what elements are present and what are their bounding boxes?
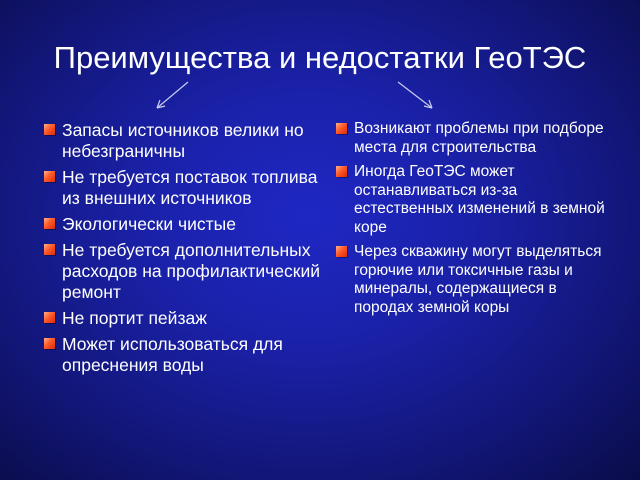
advantage-text: Запасы источников велики но небезграничны [62,120,304,161]
list-item [44,167,324,209]
disadvantages-list [336,120,616,323]
disadvantage-text: Возникают проблемы при подборе места для строительства [354,120,604,156]
list-item [44,308,324,329]
slide-title: Преимущества и недостатки ГеоТЭС [53,40,587,75]
square-bullet-icon [336,123,347,134]
advantage-text: Не портит пейзаж [62,308,207,328]
advantage-text: Не требуется поставок топлива из внешних источников [62,167,318,208]
disadvantage-text: Через скважину могут выделяться горючие или токсичные газы и минералы, содержащиеся в породах земной коры [354,243,602,316]
square-bullet-icon [44,171,55,182]
square-bullet-icon [44,124,55,135]
list-item [44,240,324,303]
list-item [336,163,616,237]
square-bullet-icon [44,218,55,229]
square-bullet-icon [44,338,55,349]
square-bullet-icon [336,246,347,257]
advantage-text: Не требуется дополнительных расходов на профилактический ремонт [62,240,320,302]
left-arrow-icon [157,82,188,108]
list-item [44,334,324,376]
square-bullet-icon [44,244,55,255]
disadvantage-text: Иногда ГеоТЭС может останавливаться из-за естественных изменений в земной коре [354,163,605,236]
list-item [336,120,616,157]
list-item [336,243,616,317]
square-bullet-icon [44,312,55,323]
list-item [44,214,324,235]
advantage-text: Может использоваться для опреснения воды [62,334,283,375]
advantage-text: Экологически чистые [62,214,236,234]
advantages-list [44,120,324,381]
list-item [44,120,324,162]
right-arrow-icon [398,82,432,108]
square-bullet-icon [336,166,347,177]
